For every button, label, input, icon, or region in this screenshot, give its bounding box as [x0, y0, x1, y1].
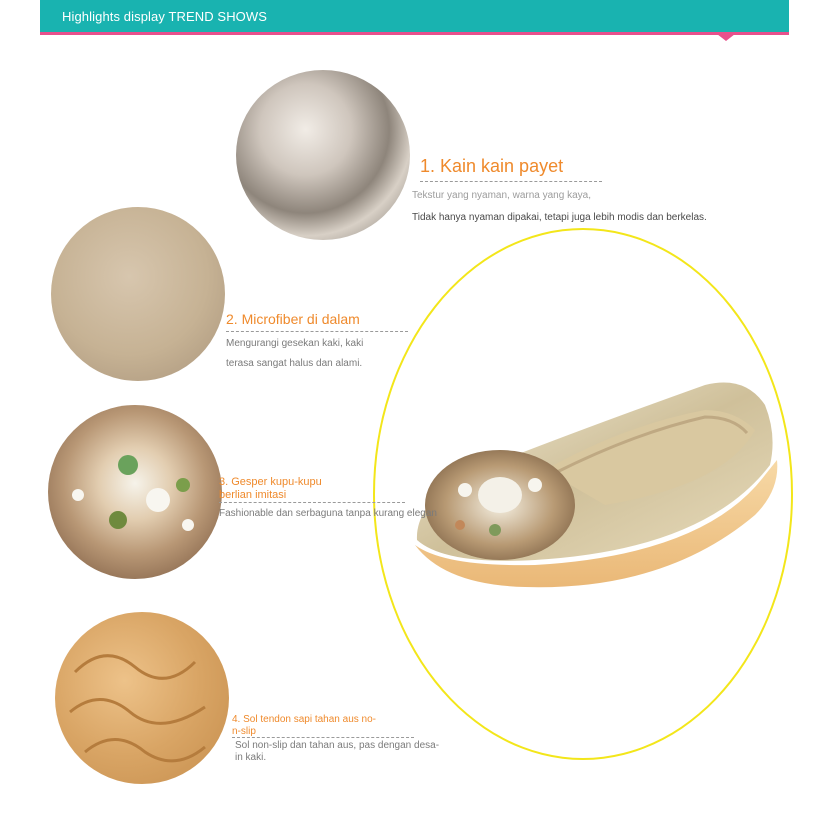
feature-2-desc-2: terasa sangat halus dan alami.	[226, 358, 363, 369]
header-underline	[40, 32, 789, 35]
feature-1-desc-1: Tekstur yang nyaman, warna yang kaya,	[412, 190, 591, 201]
feature-1-desc-2: Tidak hanya nyaman dipakai, tetapi juga lebih modis dan berkelas.	[412, 212, 707, 223]
feature-1-dash	[420, 181, 602, 182]
feature-4-title-1: 4. Sol tendon sapi tahan aus no-	[232, 714, 376, 725]
feature-1-title: 1. Kain kain payet	[420, 156, 564, 176]
feature-4-desc-1: Sol non-slip dan tahan aus, pas dengan desa-	[235, 740, 440, 751]
microfiber-image	[51, 207, 225, 381]
header-title: Highlights display TREND SHOWS	[62, 9, 268, 24]
header-notch	[717, 34, 735, 41]
butterfly-sparkle	[48, 405, 222, 579]
shoe-image	[405, 355, 785, 605]
feature-4-desc-2: in kaki.	[235, 752, 267, 763]
feature-3-desc-1: Fashionable dan serbaguna tanpa kurang elegan	[219, 508, 437, 519]
feature-2-desc-1: Mengurangi gesekan kaki, kaki	[226, 338, 364, 349]
feature-3-title-2: berlian imitasi	[219, 489, 287, 501]
feature-2-title: 2. Microfiber di dalam	[226, 311, 360, 327]
feature-3-title-1: 3. Gesper kupu-kupu	[219, 476, 322, 488]
feature-3-dash	[219, 502, 405, 503]
sequin-fabric-image	[236, 70, 410, 240]
feature-4-title-2: n-slip	[232, 726, 256, 737]
feature-2-dash	[226, 331, 408, 332]
feature-4-dash	[232, 737, 414, 738]
sole-pattern	[55, 612, 229, 784]
